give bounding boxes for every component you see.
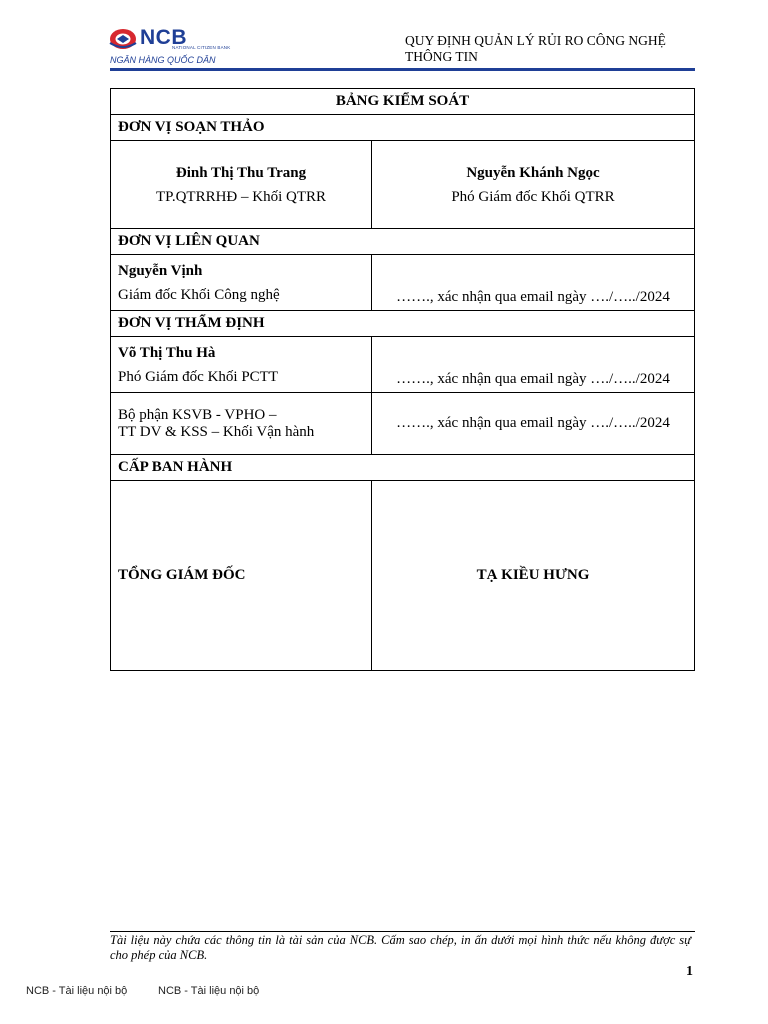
related-person-role: Giám đốc Khối Công nghệ [118, 286, 280, 303]
operations-unit-line2: TT DV & KSS – Khối Vận hành [118, 423, 315, 440]
ncb-logo [108, 26, 248, 68]
appraiser-cell [111, 337, 372, 393]
footer-divider [110, 931, 695, 932]
logo-tagline: NATIONAL CITIZEN BANK [172, 45, 231, 50]
table-row [111, 89, 695, 115]
issuer-position: TỔNG GIÁM ĐỐC [111, 481, 372, 671]
table-title: BẢNG KIỂM SOÁT [111, 89, 695, 115]
reviewer-name: Nguyễn Khánh Ngọc [466, 164, 600, 181]
table-row [111, 141, 695, 229]
appraiser-role: Phó Giám đốc Khối PCTT [118, 368, 278, 385]
document-title: QUY ĐỊNH QUẢN LÝ RỦI RO CÔNG NGHỆ THÔNG TIN [405, 33, 666, 64]
ncb-emblem-icon [108, 26, 138, 52]
related-unit-heading: ĐƠN VỊ LIÊN QUAN [111, 229, 695, 255]
drafter-cell [111, 141, 372, 229]
table-row [111, 115, 695, 141]
header-divider [110, 68, 695, 71]
issuing-level-heading: CẤP BAN HÀNH [111, 455, 695, 481]
appraiser-name: Võ Thị Thu Hà [118, 344, 216, 361]
drafter-name: Đinh Thị Thu Trang [175, 164, 307, 181]
drafter-role: TP.QTRRHĐ – Khối QTRR [155, 188, 327, 205]
drafting-unit-heading: ĐƠN VỊ SOẠN THẢO [111, 115, 695, 141]
appraisal-unit-heading: ĐƠN VỊ THẨM ĐỊNH [111, 311, 695, 337]
issuer-name: TẠ KIỀU HƯNG [372, 481, 695, 671]
table-row [111, 481, 695, 671]
control-table [110, 88, 695, 671]
logo-brand: NCB [140, 26, 187, 49]
table-row [111, 393, 695, 455]
table-row [111, 255, 695, 311]
table-row [111, 229, 695, 255]
related-person-cell [111, 255, 372, 311]
related-confirm: ……., xác nhận qua email ngày …./…../2024 [372, 255, 695, 311]
operations-unit-cell [111, 393, 372, 455]
related-person-name: Nguyễn Vịnh [118, 262, 203, 279]
operations-confirm: ……., xác nhận qua email ngày …./…../2024 [372, 393, 695, 455]
reviewer-role: Phó Giám đốc Khối QTRR [451, 188, 615, 205]
reviewer-cell [372, 141, 695, 229]
table-row [111, 311, 695, 337]
footer-note: Tài liệu này chứa các thông tin là tài sản của NCB. Cấm sao chép, in ấn dưới mọi hình thức nếu không được sự cho phép của NCB. [110, 933, 691, 962]
page-number: 1 [686, 964, 693, 979]
table-row [111, 455, 695, 481]
classification-label: NCB - Tài liệu nội bộ [26, 985, 128, 997]
logo-subtitle: NGÂN HÀNG QUỐC DÂN [110, 55, 216, 65]
classification-label: NCB - Tài liệu nội bộ [158, 985, 260, 997]
appraiser-confirm: ……., xác nhận qua email ngày …./…../2024 [372, 337, 695, 393]
table-row [111, 337, 695, 393]
operations-unit-line1: Bộ phận KSVB - VPHO – [118, 406, 277, 423]
